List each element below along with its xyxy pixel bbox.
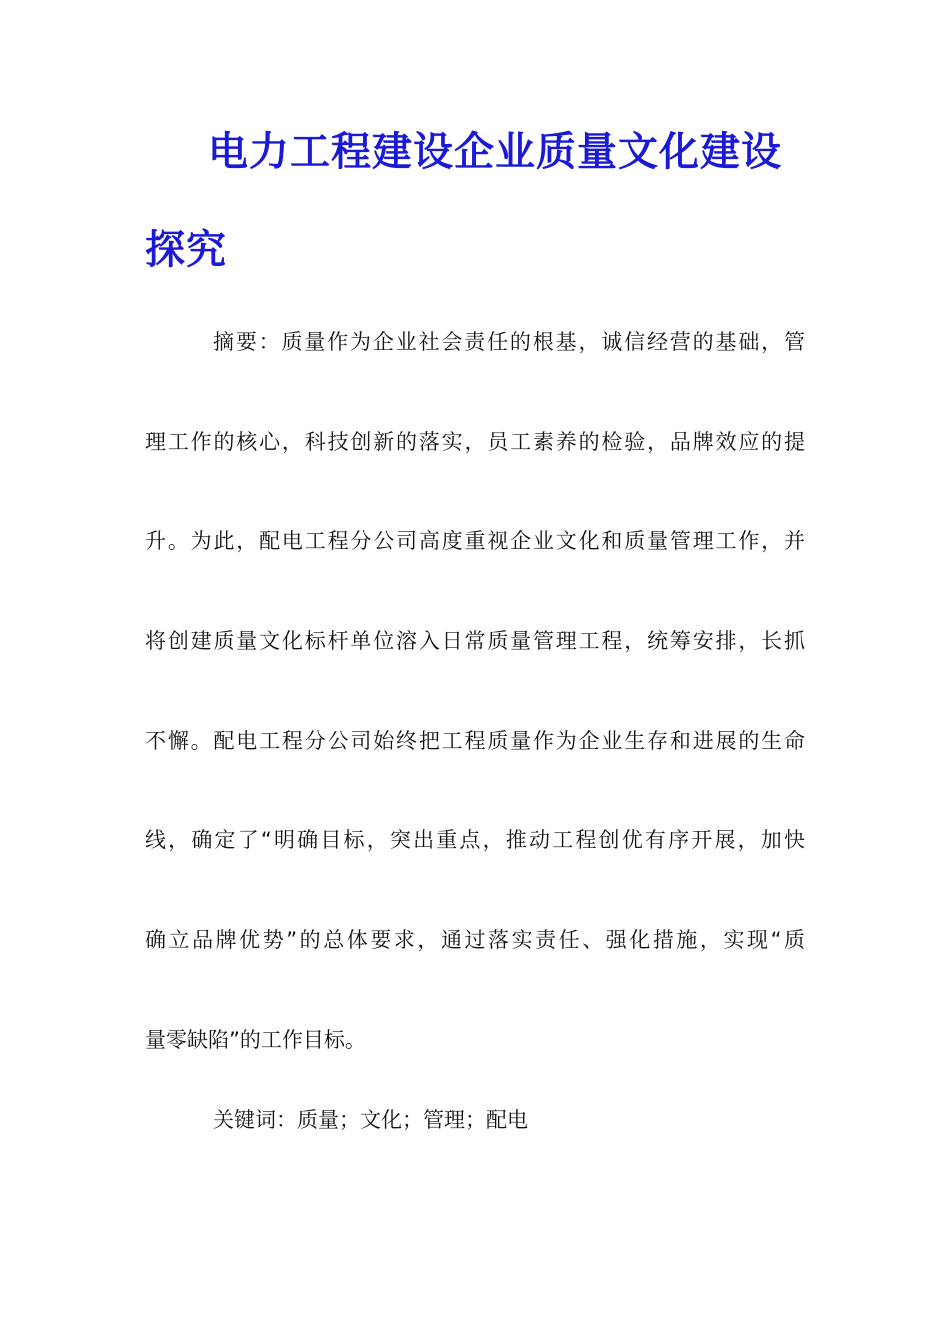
- document-title-line-1: 电力工程建设企业质量文化建设: [208, 129, 782, 175]
- abstract-line-3: 升。为此，配电工程分公司高度重视企业文化和质量管理工作，并: [145, 529, 805, 553]
- keywords-line: 关键词：质量；文化；管理；配电: [213, 1108, 528, 1132]
- abstract-line-7: 确立品牌优势”的总体要求，通过落实责任、强化措施，实现“质: [145, 928, 805, 952]
- abstract-line-1: 摘要：质量作为企业社会责任的根基，诚信经营的基础，管: [213, 330, 805, 354]
- abstract-line-2: 理工作的核心，科技创新的落实，员工素养的检验，品牌效应的提: [145, 430, 805, 454]
- document-title-line-2: 探究: [145, 227, 227, 273]
- abstract-line-6: 线，确定了“明确目标，突出重点，推动工程创优有序开展，加快: [145, 828, 805, 852]
- abstract-line-4: 将创建质量文化标杆单位溶入日常质量管理工程，统筹安排，长抓: [145, 629, 805, 653]
- abstract-line-5: 不懈。配电工程分公司始终把工程质量作为企业生存和进展的生命: [145, 729, 805, 753]
- abstract-line-8: 量零缺陷”的工作目标。: [145, 1028, 366, 1052]
